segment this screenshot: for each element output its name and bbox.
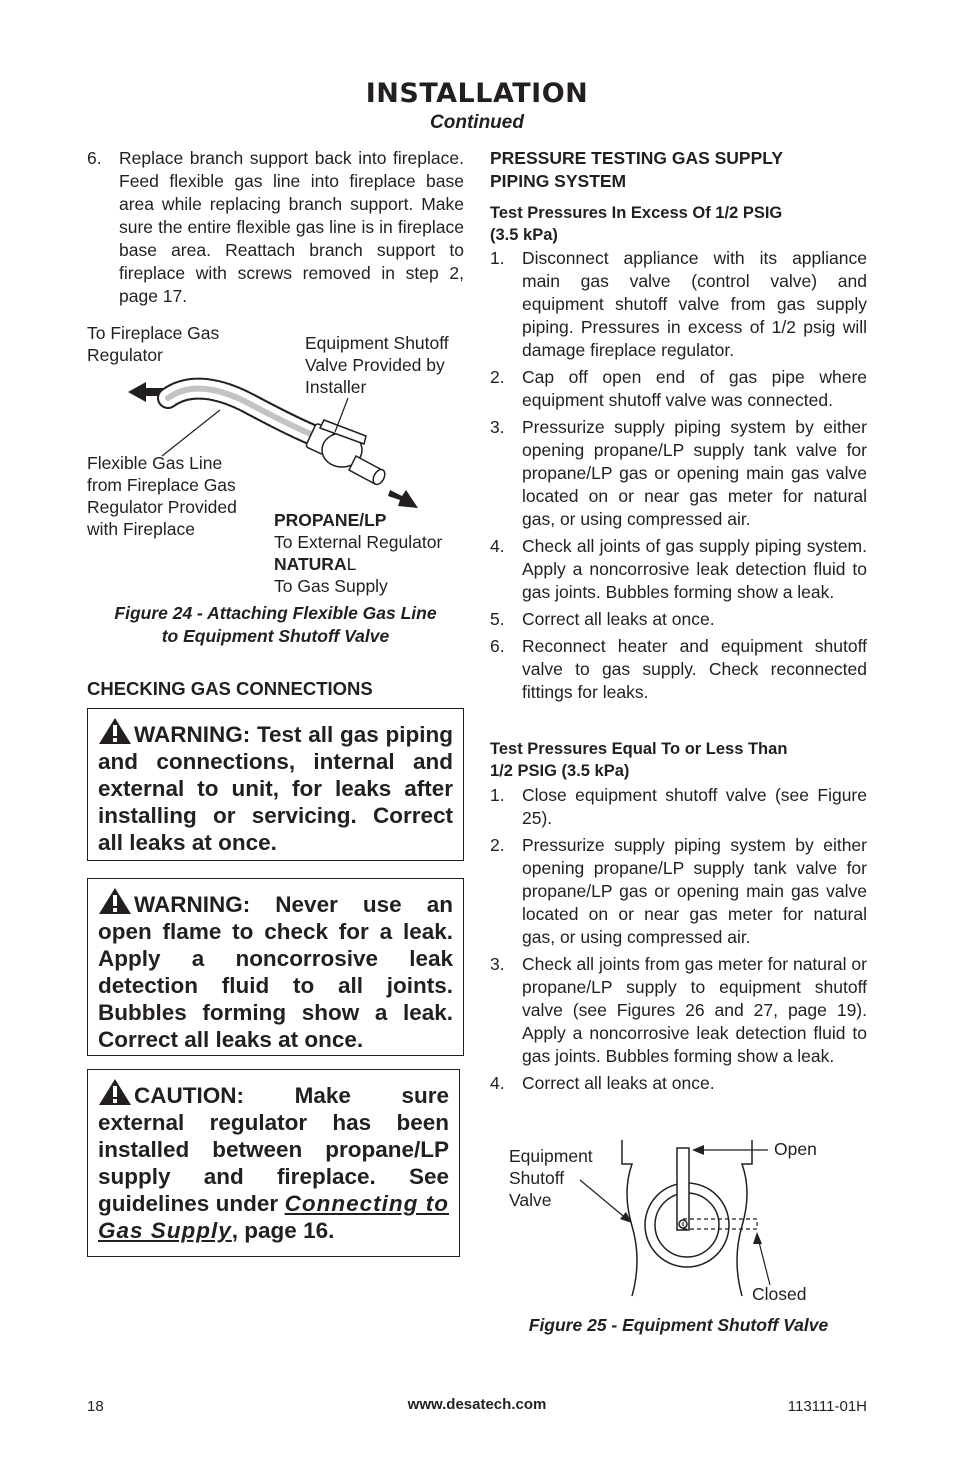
step-text: Reconnect heater and equipment shutoff valve to gas supply. Check reconnected fittings for leaks. (522, 636, 867, 702)
step-text: Correct all leaks at once. (522, 1073, 715, 1093)
page-title: INSTALLATION (365, 78, 589, 109)
step-text: Correct all leaks at once. (522, 609, 715, 629)
pressure-testing-heading-line1: PRESSURE TESTING GAS SUPPLY (490, 148, 784, 168)
step-number: 6. (87, 148, 102, 168)
step-text: Check all joints of gas supply piping system. Apply a noncorrosive leak detection fluid to gas joints. Bubbles forming show a leak. (522, 536, 867, 602)
step-text: Check all joints from gas meter for natural or propane/LP supply to equipment shutoff valve (see Figures 26 and 27, page 19). Apply a noncorrosive leak detection fluid to gas joints. Bubbles forming show a leak. (522, 954, 867, 1066)
warning-2-text: WARNING: Never use an open flame to check for a leak. Apply a noncorrosive leak detection fluid to all joints. Bubbles forming show a leak. Correct all leaks at once. (98, 892, 453, 1052)
step-text: Cap off open end of gas pipe where equipment shutoff valve was connected. (522, 367, 867, 410)
warning-1-text: WARNING: Test all gas piping and connections, internal and external to unit, for leaks after installing or servicing. Correct all leaks at once. (98, 722, 453, 855)
list-item (490, 784, 867, 830)
website[interactable]: www.desatech.com (407, 1396, 547, 1413)
step-number: 3. (490, 417, 505, 437)
fig24-label-regulator: To Fireplace Gas Regulator (87, 323, 220, 365)
checking-heading: CHECKING GAS CONNECTIONS (87, 678, 373, 699)
step-number: 2. (490, 367, 505, 387)
warning-icon (98, 717, 132, 745)
fig25-label-valve-line1: Equipment (509, 1146, 593, 1166)
open-arrow-icon (692, 1145, 704, 1155)
natural-label-rest: L (346, 554, 357, 574)
step-number: 2. (490, 835, 505, 855)
fig25-illustration (570, 1130, 800, 1310)
pressure-testing-heading (490, 147, 867, 193)
subheading-equal-line2: 1/2 PSIG (3.5 kPa) (490, 762, 630, 780)
fig24-label-shutoff: Equipment Shutoff Valve Provided by Installer (305, 333, 449, 397)
connecting-to-gas-supply-link[interactable]: Connecting to Gas Supply (98, 1191, 449, 1243)
natural-label-bold: NATURA (274, 554, 347, 574)
step-text: Pressurize supply piping system by either opening propane/LP supply tank valve for propane/LP gas or opening main gas valve located on or near gas meter for natural gas, or using compressed air. (522, 835, 867, 947)
valve-leader (580, 1180, 628, 1220)
valve-body-right (737, 1140, 752, 1296)
list-equal (490, 784, 867, 1099)
page-number: 18 (87, 1398, 104, 1415)
page-subtitle: Continued (430, 112, 524, 133)
list-item (490, 635, 867, 704)
natural-text: To Gas Supply (274, 576, 388, 596)
fig24-illustration (120, 370, 430, 520)
fig24-label-flex-line1: Flexible Gas Line (87, 453, 223, 473)
doc-number: 113111-01H (787, 1398, 867, 1415)
propane-text: To External Regulator (274, 532, 443, 552)
step-number: 1. (490, 785, 505, 805)
step-6 (87, 147, 464, 312)
step-text: Disconnect appliance with its appliance main gas valve (control valve) and equipment shutoff valve from gas supply piping. Pressures in excess of 1/2 psig will damage fireplace regulator. (522, 248, 867, 360)
fig24-label-flex-line2: from Fireplace Gas (87, 475, 236, 495)
fig25-label-valve-line3: Valve (509, 1190, 552, 1210)
fig25-label-open: Open (774, 1139, 817, 1159)
step-number: 1. (490, 248, 505, 268)
step-number: 5. (490, 609, 505, 629)
figure-25-caption: Figure 25 - Equipment Shutoff Valve (528, 1315, 829, 1335)
propane-label: PROPANE/LP (274, 510, 387, 530)
caution-box (87, 1069, 460, 1257)
step-number: 4. (490, 1073, 505, 1093)
step-text: Pressurize supply piping system by either opening propane/LP supply tank valve for propane/LP gas or opening main gas valve located on or near gas meter for natural gas, or using compressed air. (522, 417, 867, 529)
fig24-label-supply (274, 509, 474, 597)
step-text: Replace branch support back into fireplace. Feed flexible gas line into fireplace base area while replacing branch support. Make sure the entire flexible gas line is in fireplace base area. Reattach branch support to fireplace with screws removed in step 2, page 17. (119, 148, 464, 306)
list-item (490, 834, 867, 949)
handle-open (677, 1148, 689, 1230)
leader-flex (162, 410, 220, 456)
figure-24-caption-line2: to Equipment Shutoff Valve (161, 626, 390, 646)
fig25-label-closed: Closed (752, 1284, 807, 1304)
fig24-label-flex-line3: Regulator Provided (87, 497, 237, 517)
closed-arrow-icon (753, 1232, 762, 1244)
subheading-equal (490, 738, 867, 782)
figure-24-caption-line1: Figure 24 - Attaching Flexible Gas Line (114, 603, 437, 623)
list-item (490, 1072, 867, 1095)
subheading-excess-line2: (3.5 kPa) (490, 226, 558, 244)
closed-leader (758, 1238, 770, 1285)
list-item (490, 366, 867, 412)
caution-tail: , page 16. (231, 1218, 335, 1243)
warning-box-1 (87, 708, 464, 861)
list-excess (490, 247, 867, 708)
list-item (87, 147, 464, 308)
list-item (490, 608, 867, 631)
warning-icon (98, 1078, 132, 1106)
warning-box-2 (87, 878, 464, 1056)
subheading-excess (490, 202, 867, 246)
list-item (490, 535, 867, 604)
fig24-label-flex-line4: with Fireplace (87, 519, 195, 539)
figure-24-caption (87, 602, 464, 648)
list-item (490, 416, 867, 531)
pressure-testing-heading-line2: PIPING SYSTEM (490, 171, 627, 191)
list-item (490, 247, 867, 362)
fig25-label-valve-line2: Shutoff (509, 1168, 565, 1188)
step-number: 4. (490, 536, 505, 556)
warning-icon (98, 887, 132, 915)
step-number: 3. (490, 954, 505, 974)
subheading-equal-line1: Test Pressures Equal To or Less Than (490, 740, 788, 758)
list-item (490, 953, 867, 1068)
caution-text: CAUTION: Make sure external regulator has been installed between propane/LP supply and fireplace. See guidelines under (98, 1083, 449, 1216)
step-text: Close equipment shutoff valve (see Figure 25). (522, 785, 867, 828)
handle-closed (683, 1219, 757, 1229)
arrow-right-icon (388, 490, 418, 508)
natural-label (274, 553, 474, 575)
subheading-excess-line1: Test Pressures In Excess Of 1/2 PSIG (490, 204, 783, 222)
step-number: 6. (490, 636, 505, 656)
